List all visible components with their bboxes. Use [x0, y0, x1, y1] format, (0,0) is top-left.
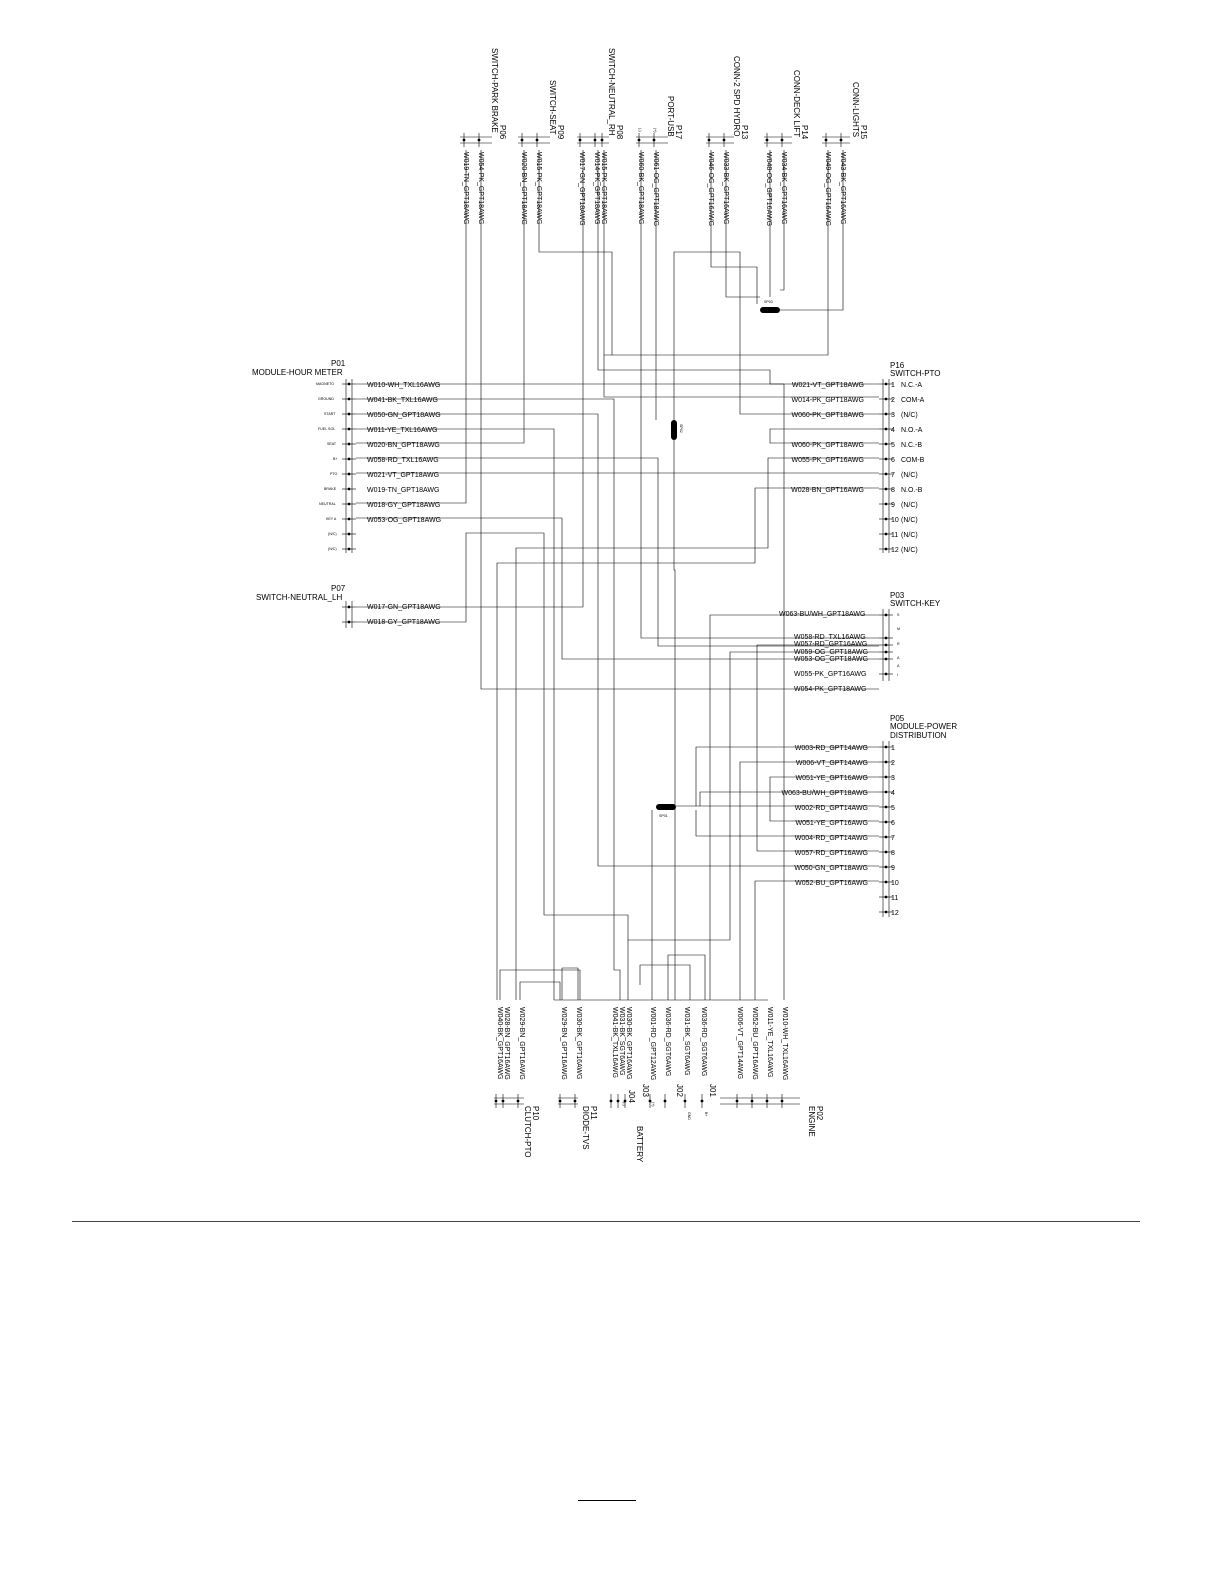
- pin-label: B+: [333, 457, 338, 461]
- wire-label: W057-RD_GPT16AWG: [794, 850, 868, 857]
- pin-mark: (-): [622, 1102, 626, 1106]
- splice-label: SP01: [659, 814, 668, 818]
- pin-label: NEUTRAL: [319, 502, 336, 506]
- connector-name: CONN-DECK LIFT: [792, 70, 801, 138]
- pin-dot: [521, 139, 524, 142]
- connector-p14: [764, 70, 809, 226]
- pin-dot: [885, 398, 888, 401]
- pin-number: 10: [891, 517, 899, 524]
- pin-dot: [653, 139, 656, 142]
- pin-dot: [885, 458, 888, 461]
- wire-label: W030-BK_GPT16AWG: [575, 1007, 582, 1080]
- connector-name: CLUTCH-PTO: [523, 1106, 532, 1158]
- pin-number: 5: [891, 805, 895, 812]
- wire-segment: [562, 968, 578, 1000]
- pin-mark: (+): [651, 1102, 655, 1107]
- wire-label: W059-OG_GPT18AWG: [794, 649, 869, 656]
- pin-dot: [348, 518, 351, 521]
- wire-label: W029-BN_GPT16AWG: [560, 1007, 567, 1080]
- pin-label: GROUND: [318, 397, 334, 401]
- wire-label: W028-BN_GPT16AWG: [791, 487, 864, 494]
- wire-label: W017-GN_GPT18AWG: [367, 604, 441, 611]
- wire-segment: [674, 440, 675, 1000]
- pin-dot: [885, 658, 888, 661]
- wire-label: W063-BU/WH_GPT18AWG: [779, 611, 866, 618]
- wire-label: W020-BN_GPT18AWG: [520, 152, 527, 225]
- pin-label: (N/C): [901, 547, 918, 554]
- pin-label: I: [897, 673, 898, 677]
- wire-label: W033-BK_GPT16AWG: [722, 152, 729, 225]
- wire-label: W030-BK_GPT16AWG: [625, 1007, 632, 1080]
- connector-id: P16: [890, 361, 905, 370]
- wire-label: W051-YE_GPT16AWG: [795, 775, 868, 782]
- pin-dot: [885, 443, 888, 446]
- wire-label: W019-TN_GPT18AWG: [367, 487, 440, 494]
- pin-dot: [638, 139, 641, 142]
- pin-number: 3: [891, 412, 895, 419]
- pin-dot: [348, 383, 351, 386]
- wire-segment: [356, 429, 768, 1000]
- pin-dot: [885, 383, 888, 386]
- wire-label: W041-BK_TXL16AWG: [367, 397, 438, 404]
- pin-label: (N/C): [901, 502, 918, 509]
- pin-dot: [348, 488, 351, 491]
- connector-name: CONN-LIGHTS: [851, 82, 860, 138]
- pin-label: (N/C): [328, 547, 337, 551]
- pin-dot: [463, 139, 466, 142]
- pin-dot: [885, 488, 888, 491]
- connector-id: P15: [859, 125, 868, 140]
- wire-label: W028-BN_GPT16AWG: [503, 1007, 510, 1080]
- wire-segment: [674, 252, 879, 420]
- connector-p11: [558, 1007, 598, 1150]
- wire-label: W055-PK_GPT16AWG: [794, 671, 867, 678]
- pin-number: 1: [891, 382, 895, 389]
- wire-label: W050-GN_GPT18AWG: [367, 412, 441, 419]
- pin-number: 9: [891, 502, 895, 509]
- pin-number: 10: [891, 880, 899, 887]
- pin-dot: [348, 503, 351, 506]
- pin-label: KEY A: [326, 517, 337, 521]
- connector-id: J03: [641, 1084, 650, 1097]
- pin-number: 11: [891, 532, 899, 539]
- pin-label: PTO: [330, 472, 338, 476]
- connector-p15: [822, 82, 868, 226]
- wire-label: W018-GY_GPT18AWG: [367, 619, 441, 626]
- pin-dot: [885, 644, 888, 647]
- pin-label: (N/C): [901, 532, 918, 539]
- wire-label: W029-BN_GPT16AWG: [518, 1007, 525, 1080]
- connector-id: J04: [627, 1090, 636, 1103]
- wire-segment: [356, 150, 466, 503]
- connector-id: P11: [589, 1106, 598, 1120]
- wire-label: W060-BK_GPT18AWG: [637, 152, 644, 225]
- connector-id: P17: [674, 125, 683, 140]
- pin-dot: [885, 866, 888, 869]
- pin-dot: [885, 428, 888, 431]
- pin-number: 3: [891, 775, 895, 782]
- wire-label: W055-PK_GPT16AWG: [791, 457, 864, 464]
- pin-dot: [348, 443, 351, 446]
- pin-dot: [348, 398, 351, 401]
- pin-dot: [624, 1100, 627, 1103]
- pin-dot: [840, 139, 843, 142]
- wire-segment: [726, 150, 760, 297]
- pin-mark: B+: [704, 1112, 708, 1117]
- pin-number: 2: [891, 760, 895, 767]
- wire-label: W057-RD_GPT16AWG: [794, 641, 868, 648]
- wire-segment: [604, 150, 879, 397]
- wire-segment: [516, 458, 879, 1000]
- wire-label: W063-BU/WH_GPT18AWG: [781, 790, 868, 797]
- pin-number: 8: [891, 850, 895, 857]
- connector-id: P14: [800, 125, 809, 140]
- pin-label: START: [324, 412, 336, 416]
- pin-dot: [348, 458, 351, 461]
- page-divider: [72, 1221, 1140, 1222]
- pin-mark: (+): [653, 128, 657, 133]
- pin-mark: GND: [687, 1112, 691, 1120]
- wire-label: W021-VT_GPT18AWG: [367, 472, 440, 479]
- wire-label: W031-BK_SGT6AWG: [618, 1007, 625, 1076]
- wire-label: W058-RD_TXL16AWG: [367, 457, 439, 464]
- connector-p10: [494, 1007, 540, 1157]
- pin-dot: [885, 503, 888, 506]
- footer-rule: [578, 1500, 636, 1501]
- pin-label: COM-B: [901, 457, 925, 464]
- connector-name: SWITCH-KEY: [890, 599, 941, 608]
- wire-segment: [755, 881, 879, 1000]
- wire-label: W006-VT_GPT14AWG: [736, 1007, 743, 1080]
- pin-dot: [736, 1100, 739, 1103]
- pin-dot: [885, 533, 888, 536]
- pin-dot: [885, 518, 888, 521]
- pin-label: N.O.-B: [901, 487, 923, 494]
- pin-label: MAGNETO: [316, 382, 335, 386]
- wire-label: W014-PK_GPT18AWG: [791, 397, 864, 404]
- pin-dot: [885, 413, 888, 416]
- pin-dot: [751, 1100, 754, 1103]
- pin-dot: [517, 1100, 520, 1103]
- pin-number: 12: [891, 910, 899, 917]
- pin-label: (N/C): [901, 472, 918, 479]
- connector-p06: [460, 48, 507, 225]
- pin-dot: [885, 776, 888, 779]
- wire-label: W001-RD_GPT12AWG: [649, 1007, 656, 1081]
- connector-name: SWITCH-PARK BRAKE: [490, 48, 499, 133]
- wire-label: W060-PK_GPT18AWG: [791, 442, 864, 449]
- wire-label: W061-OG_GPT18AWG: [652, 152, 659, 227]
- pin-dot: [885, 473, 888, 476]
- wire-segment: [481, 150, 879, 689]
- splice-sp03: [760, 307, 780, 313]
- top-connectors: [460, 48, 868, 226]
- pin-dot: [348, 413, 351, 416]
- connector-name: MODULE-POWER: [890, 722, 958, 731]
- connector-p13: [706, 56, 749, 226]
- pin-dot: [664, 1100, 667, 1103]
- pin-label: A: [897, 664, 900, 668]
- pin-number: 9: [891, 865, 895, 872]
- pin-dot: [708, 139, 711, 142]
- wire-label: W036-RD_SGT6AWG: [700, 1007, 707, 1077]
- pin-dot: [885, 637, 888, 640]
- pin-dot: [559, 1100, 562, 1103]
- pin-dot: [601, 139, 604, 142]
- connector-name: SWITCH-PTO: [890, 369, 941, 378]
- connector-name: CONN-2 SPD HYDRO: [732, 56, 741, 137]
- pin-label: S: [897, 613, 900, 617]
- pin-label: N.C.-A: [901, 382, 922, 389]
- battery-label: BATTERY: [635, 1126, 644, 1163]
- wire-label: W004-RD_GPT14AWG: [794, 835, 868, 842]
- wire-segment: [668, 955, 705, 1000]
- pin-label: (N/C): [328, 532, 337, 536]
- connector-id: P05: [890, 714, 905, 723]
- pin-number: 8: [891, 487, 895, 494]
- wire-label: W054-PK_GPT18AWG: [477, 152, 484, 225]
- pin-label: BRAKE: [324, 487, 337, 491]
- splice-label: SP03: [764, 300, 773, 304]
- pin-dot: [766, 139, 769, 142]
- pin-dot: [348, 533, 351, 536]
- wire-label: W052-BU_GPT16AWG: [751, 1007, 758, 1080]
- pin-dot: [885, 821, 888, 824]
- pin-dot: [781, 1100, 784, 1103]
- pin-mark: (-): [638, 128, 642, 132]
- pin-label: (N/C): [901, 412, 918, 419]
- connector-name: SWITCH-SEAT: [548, 80, 557, 135]
- power-labels: [782, 745, 899, 917]
- connector-p09: [518, 80, 565, 225]
- pin-dot: [825, 139, 828, 142]
- connector-id: P01: [331, 359, 346, 368]
- pin-label: FUEL SOL: [318, 427, 336, 431]
- wire-label: W021-VT_GPT18AWG: [791, 382, 864, 389]
- pin-dot: [478, 139, 481, 142]
- pin-number: 12: [891, 547, 899, 554]
- connector-name: MODULE-HOUR METER: [252, 368, 343, 377]
- pin-number: 5: [891, 442, 895, 449]
- pin-dot: [574, 1100, 577, 1103]
- connector-id: P08: [615, 125, 624, 140]
- connector-id: P10: [531, 1106, 540, 1121]
- pin-dot: [885, 806, 888, 809]
- wire-label: W015-PK_GPT18AWG: [600, 152, 607, 225]
- pin-dot: [885, 851, 888, 854]
- wire-label: W043-BK_GPT16AWG: [839, 152, 846, 225]
- pin-label: (N/C): [901, 517, 918, 524]
- wire-label: W020-BN_GPT18AWG: [367, 442, 440, 449]
- wire-label: W058-RD_TXL16AWG: [794, 634, 866, 641]
- wire-label: W049-OG_GPT16AWG: [824, 152, 831, 227]
- wire-label: W018-GY_GPT18AWG: [367, 502, 441, 509]
- pin-label: N.O.-A: [901, 427, 923, 434]
- pin-number: 6: [891, 820, 895, 827]
- connector-id: P07: [331, 584, 346, 593]
- wire-label: W036-RD_SGT6AWG: [664, 1007, 671, 1077]
- pin-dot: [617, 1100, 620, 1103]
- pin-number: 2: [891, 397, 895, 404]
- pin-dot: [885, 761, 888, 764]
- wire-segment: [770, 777, 879, 821]
- pin-dot: [536, 139, 539, 142]
- pin-dot: [348, 606, 351, 609]
- pin-dot: [684, 1100, 687, 1103]
- wire-label: W019-TN_GPT18AWG: [462, 152, 469, 225]
- connector-p01: [252, 359, 441, 553]
- pin-dot: [348, 428, 351, 431]
- wire-label: W011-YE_TXL16AWG: [367, 427, 438, 434]
- pin-number: 7: [891, 835, 895, 842]
- wire-label: W040-BK_GPT16AWG: [496, 1007, 503, 1080]
- pin-dot: [885, 651, 888, 654]
- wire-label: W034-BK_GPT16AWG: [780, 152, 787, 225]
- pin-label: SEAT: [327, 442, 337, 446]
- pin-dot: [885, 836, 888, 839]
- pin-number: 11: [891, 895, 899, 902]
- connector-name: SWITCH-NEUTRAL_LH: [256, 593, 343, 602]
- pin-number: 4: [891, 790, 895, 797]
- connector-p17: [636, 96, 683, 226]
- connector-name: PORT-USB: [666, 96, 675, 137]
- pin-dot: [766, 1100, 769, 1103]
- pin-dot: [885, 791, 888, 794]
- connector-name: ENGINE: [807, 1106, 816, 1137]
- wire-label: W060-PK_GPT18AWG: [791, 412, 864, 419]
- wire-label: W002-RD_GPT14AWG: [794, 805, 868, 812]
- wire-label: W046-OG_GPT16AWG: [707, 152, 714, 227]
- wire-label: W006-VT_GPT14AWG: [795, 760, 868, 767]
- wire-label: W011-YE_TXL16AWG: [766, 1007, 773, 1078]
- wire-segment: [500, 970, 580, 1000]
- pin-dot: [594, 139, 597, 142]
- wire-label: W017-GN_GPT18AWG: [578, 152, 585, 226]
- wire-label: W015-PK_GPT18AWG: [535, 152, 542, 225]
- connector-id: J01: [708, 1084, 717, 1097]
- pin-label: COM-A: [901, 397, 925, 404]
- wire-label: W050-GN_GPT18AWG: [794, 865, 868, 872]
- wire-label: W003-RD_GPT14AWG: [794, 745, 868, 752]
- wire-label: W048-OG_GPT16AWG: [765, 152, 772, 227]
- bottom-connectors: [494, 1007, 824, 1163]
- wire-segment: [711, 150, 757, 304]
- wire-segment: [780, 150, 843, 310]
- pin-dot: [649, 1100, 652, 1103]
- pin-dot: [885, 746, 888, 749]
- battery-group: [611, 1007, 671, 1163]
- wire-segment: [770, 429, 879, 443]
- pin-dot: [348, 621, 351, 624]
- connector-j02: [675, 1007, 691, 1120]
- wire-routing: [356, 150, 879, 1000]
- pin-number: 4: [891, 427, 895, 434]
- connector-id: P02: [815, 1106, 824, 1121]
- wire-label: W010-WH_TXL16AWG: [367, 382, 441, 389]
- pin-number: 7: [891, 472, 895, 479]
- pin-dot: [610, 1100, 613, 1103]
- connector-id: P03: [890, 591, 905, 600]
- pin-dot: [885, 548, 888, 551]
- pin-dot: [348, 548, 351, 551]
- pin-dot: [495, 1100, 498, 1103]
- connector-id: P13: [740, 125, 749, 140]
- splice-sp01: [656, 804, 676, 810]
- pin-dot: [781, 139, 784, 142]
- connector-name: SWITCH-NEUTRAL_RH: [607, 48, 616, 136]
- pin-label: A: [897, 656, 900, 660]
- pin-label: M: [897, 627, 900, 631]
- pin-dot: [348, 473, 351, 476]
- pin-dot: [885, 896, 888, 899]
- wire-label: W051-YE_GPT16AWG: [795, 820, 868, 827]
- pin-dot: [579, 139, 582, 142]
- wire-label: W054-PK_GPT18AWG: [794, 686, 867, 693]
- wire-segment: [640, 965, 690, 1000]
- wire-label: W010-WH_TXL16AWG: [781, 1007, 788, 1081]
- pin-dot: [723, 139, 726, 142]
- connector-p03: [779, 591, 941, 693]
- wire-label: W053-OG_GPT18AWG: [794, 656, 869, 663]
- splice-sp02: [671, 420, 677, 440]
- pin-dot: [701, 1100, 704, 1103]
- pin-dot: [885, 673, 888, 676]
- wire-label: W052-BU_GPT16AWG: [795, 880, 868, 887]
- wire-label: W041-BK_TXL16AWG: [611, 1007, 618, 1078]
- pin-label: R: [897, 642, 900, 646]
- splice-label: SP02: [679, 424, 683, 433]
- connector-p02: [720, 1007, 824, 1137]
- splices: [656, 300, 780, 818]
- pin-number: 1: [891, 745, 895, 752]
- pin-dot: [885, 911, 888, 914]
- pin-number: 6: [891, 457, 895, 464]
- connector-id: J02: [675, 1084, 684, 1097]
- wire-label: W053-OG_GPT18AWG: [367, 517, 442, 524]
- pin-dot: [885, 614, 888, 617]
- connector-name-line2: DISTRIBUTION: [890, 731, 947, 740]
- connector-name: DIODE-TVS: [581, 1106, 590, 1150]
- pin-dot: [885, 881, 888, 884]
- wire-label: W014-PK_GPT18AWG: [593, 152, 600, 225]
- pto-labels: [791, 382, 925, 554]
- connector-p08: [577, 48, 624, 226]
- pin-dot: [502, 1100, 505, 1103]
- connector-id: P09: [556, 125, 565, 140]
- connector-id: P06: [498, 125, 507, 140]
- pin-label: N.C.-B: [901, 442, 922, 449]
- wire-label: W031-BK_SGT6AWG: [683, 1007, 690, 1076]
